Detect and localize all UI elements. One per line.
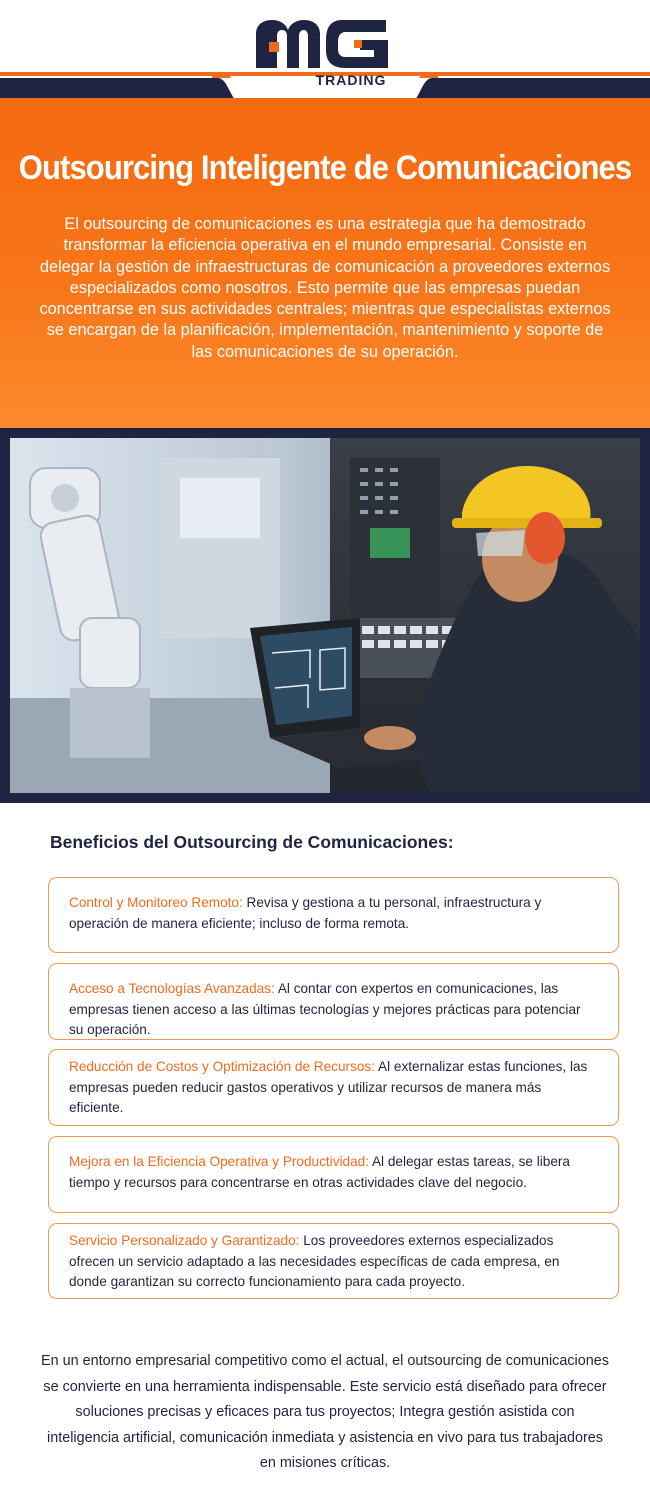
- benefit-title: Reducción de Costos y Optimización de Recursos:: [69, 1059, 375, 1074]
- benefit-card: [48, 877, 619, 953]
- closing-paragraph: En un entorno empresarial competitivo como el actual, el outsourcing de comunicaciones se convierte en una herramienta indispensable. Este servicio está diseñado para ofrecer soluciones precisas y eficaces para tus proyectos; Integra gestión asistida con inteligencia artificial, comunicación inmediata y asistencia en vivo para tus trabajadores en misiones críticas.: [41, 1353, 609, 1471]
- benefit-title: Control y Monitoreo Remoto:: [69, 895, 243, 910]
- benefit-title: Servicio Personalizado y Garantizado:: [69, 1233, 300, 1248]
- benefit-text: Al delegar estas tareas, se libera tiempo y recursos para concentrarse en otras actividades clave del negocio.: [69, 1154, 570, 1190]
- benefit-card: [48, 1223, 619, 1299]
- hero-title: Outsourcing Inteligente de Comunicaciones: [18, 147, 632, 188]
- engineer-laptop-photo: [10, 438, 640, 793]
- benefit-text: Revisa y gestiona a tu personal, infraestructura y operación de manera eficiente; incluso de forma remota.: [69, 895, 542, 931]
- benefit-text: Los proveedores externos especializados ofrecen un servicio adaptado a las necesidades específicas de cada empresa, en donde garantizan su correcto funcionamiento para cada proyecto.: [69, 1233, 560, 1289]
- benefit-card: [48, 963, 619, 1040]
- benefit-title: Mejora en la Eficiencia Operativa y Productividad:: [69, 1154, 369, 1169]
- hero-description: El outsourcing de comunicaciones es una estrategia que ha demostrado transformar la eficiencia operativa en el mundo empresarial. Consiste en delegar la gestión de infraestructuras de comunicación a proveedores externos especializados como nosotros. Esto permite que las empresas puedan concentrarse en sus actividades centrales; mientras que especialistas externos se encargan de la planificación, implementación, mantenimiento y soporte de las comunicaciones de su operación.: [39, 215, 611, 361]
- benefit-title: Acceso a Tecnologías Avanzadas:: [69, 981, 275, 996]
- benefits-heading: Beneficios del Outsourcing de Comunicaciones:: [50, 832, 454, 852]
- benefit-card: [48, 1136, 619, 1213]
- logo-subtitle: TRADING: [315, 72, 387, 88]
- benefit-text: Al contar con expertos en comunicaciones, las empresas tienen acceso a las últimas tecnologías y mejores prácticas para potenciar su operación.: [69, 981, 581, 1037]
- benefit-card: [48, 1049, 619, 1126]
- benefit-text: Al externalizar estas funciones, las empresas pueden reducir gastos operativos y utilizar recursos de manera más eficiente.: [69, 1059, 588, 1115]
